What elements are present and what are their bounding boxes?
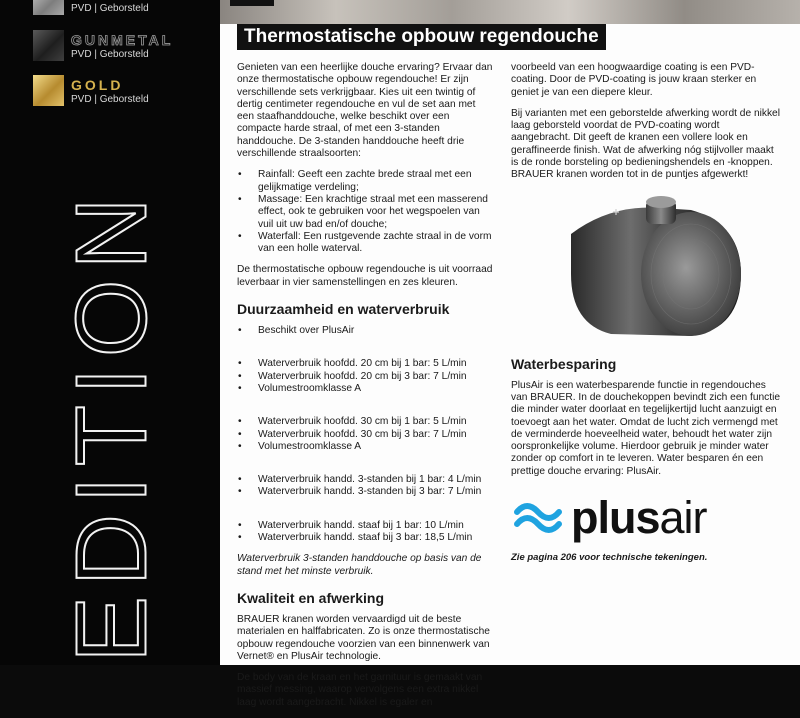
heading-quality: Kwaliteit en afwerking (237, 589, 385, 606)
coating-paragraph: voorbeeld van een hoogwaardige coating is een PVD-coating. Door de PVD-coating is jouw kraan sterker en geniet je van een diepere kleur. (511, 62, 757, 98)
usage-note: Waterverbruik 3-standen handdouche op basis van de stand met het minste verbruik. (237, 553, 482, 577)
usage-list-staaf (237, 520, 494, 545)
list-item: • Waterverbruik handd. 3-standen bij 3 bar: 7 L/min (237, 486, 494, 498)
list-item: • Rainfall: Geeft een zachte brede straal met een gelijkmatige verdeling; (237, 169, 494, 194)
heading-water-saving: Waterbesparing (511, 355, 617, 372)
list-item: • Beschikt over PlusAir (237, 325, 494, 337)
list-item: • Waterverbruik hoofdd. 30 cm bij 1 bar: 5 L/min (237, 416, 494, 428)
finish-subtitle: PVD | Geborsteld (71, 49, 149, 60)
finish-sidebar (0, 0, 220, 665)
left-column (237, 62, 494, 718)
gunmetal-swatch (33, 30, 64, 61)
gold-swatch (33, 75, 64, 106)
list-item: • Waterverbruik handd. staaf bij 1 bar: 10 L/min (237, 520, 494, 532)
list-item: • Massage: Een krachtige straal met een masserend effect, ook te gebruiken voor het wegspoelen van vuil uit uw bad en/of douche; (237, 194, 494, 231)
logo-plus: plus (571, 492, 660, 544)
page-reference: Zie pagina 206 voor technische tekeningen. (511, 552, 708, 564)
marble-header-strip (220, 0, 800, 24)
finish-name: GUNMETAL (71, 32, 174, 48)
top-tab (230, 0, 274, 6)
usage-list-3standen (237, 474, 494, 499)
usage-list-30cm (237, 416, 494, 453)
finish-subtitle: PVD | Geborsteld (71, 3, 149, 14)
list-item: • Waterverbruik hoofdd. 20 cm bij 1 bar: 5 L/min (237, 358, 494, 370)
right-column (511, 62, 781, 564)
edition-vertical-text: EDITION (55, 187, 168, 663)
availability-paragraph: De thermostatische opbouw regendouche is uit voorraad leverbaar in vier samenstellingen en zes kleuren. (237, 264, 493, 288)
plusair-paragraph: PlusAir is een waterbesparende functie in regendouches van BRAUER. In de douchekoppen bevindt zich een functie die minder water doorlaat en tegelijkertijd lucht aanzuigt en toevoegt aan het water. Omdat de lucht zich vermengd met de verminderde hoeveelheid water, behoudt het water zijn oorspronkelijke volume. Hierdoor gebruik je minder water zonder op comfort in te leveren. Water besparen én een prettige douche ervaring: PlusAir. (511, 379, 781, 477)
list-item: • Waterverbruik hoofdd. 30 cm bij 3 bar: 7 L/min (237, 429, 494, 441)
plusair-wave-icon (511, 496, 565, 540)
heading-durability: Duurzaamheid en waterverbruik (237, 301, 450, 318)
intro-paragraph: Genieten van een heerlijke douche ervaring? Ervaar dan onze thermostatische opbouw regendouche! Er zijn verschillende sets verkrijgbaar. Kies uit een twintig of dertig centimeter regendouche en vul de set aan met een staafhanddouche, welke beschikt over een compacte harde straal, of met een 3-standen handdouche. De 3-standen handdouche heeft drie verschillende straalsoorten: (237, 62, 493, 160)
plusair-wordmark (571, 492, 707, 544)
list-item: • Volumestroomklasse A (237, 441, 494, 453)
plusair-logo (511, 492, 781, 544)
content-page (220, 24, 800, 708)
list-item: • Waterverbruik handd. staaf bij 3 bar: 18,5 L/min (237, 532, 494, 544)
quality-paragraph-2: De body van de kraan en het garnituur is gemaakt van massief messing, waarop vervolgens een extra nikkel laag wordt aangebracht. Nikkel is egaler en (237, 672, 483, 708)
list-item: • Waterfall: Een rustgevende zachte straal in de vorm van een holle waterval. (237, 231, 494, 256)
list-item: • Volumestroomklasse A (237, 383, 494, 395)
spray-type-list (237, 169, 494, 255)
list-item: • Waterverbruik handd. 3-standen bij 1 bar: 4 L/min (237, 474, 494, 486)
plusair-list (237, 325, 494, 337)
usage-list-20cm (237, 358, 494, 395)
logo-air: air (659, 492, 707, 544)
page-title: Thermostatische opbouw regendouche (237, 24, 606, 50)
usage-specs (237, 325, 494, 544)
brushed-paragraph: Bij varianten met een geborstelde afwerking wordt de nikkel laag geborsteld voordat de PVD-coating wordt aangebracht. Dit geeft de kranen een vollere look en geraffineerde finish. Wat de afwerking nóg stijlvoller maakt is de ronde borsteling op bedieningshendels en -knoppen. BRAUER kranen worden tot in de puntjes afgewerkt! (511, 107, 780, 181)
finish-subtitle: PVD | Geborsteld (71, 94, 149, 105)
quality-paragraph-1: BRAUER kranen worden vervaardigd uit de beste materialen en halffabricaten. Zo is onze thermostatische opbouw regendouche voorzien van een binnenwerk van Vernet® en PlusAir technologie. (237, 613, 490, 662)
list-item: • Waterverbruik hoofdd. 20 cm bij 3 bar: 7 L/min (237, 371, 494, 383)
finish-name: GOLD (71, 77, 124, 93)
chrome-swatch (33, 0, 64, 15)
thermostat-knob-image (551, 194, 761, 344)
